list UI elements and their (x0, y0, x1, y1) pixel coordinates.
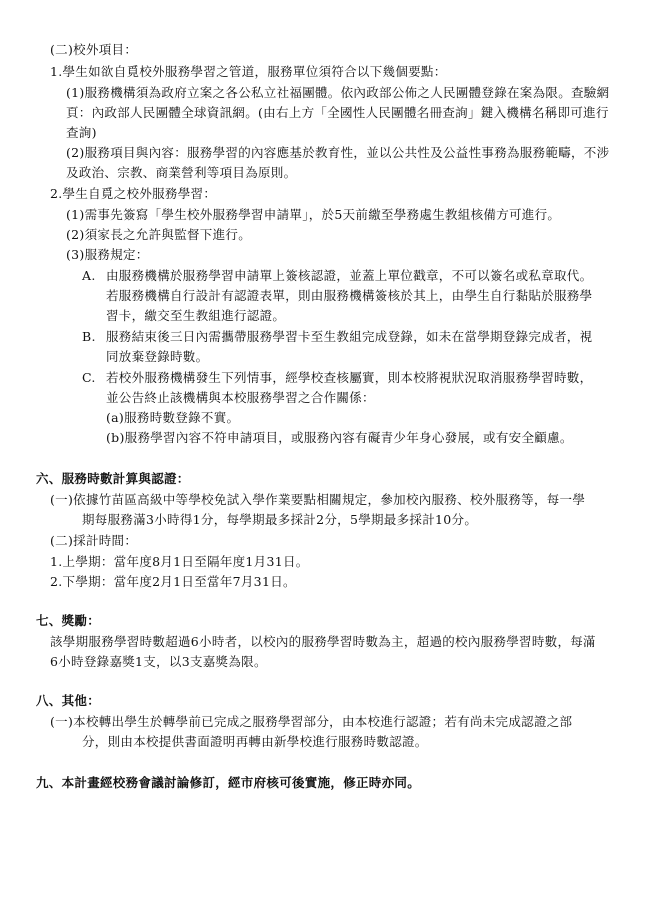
section-6-term-1: 1.上學期：當年度8月1日至隔年度1月31日。 (50, 554, 309, 569)
item-1-title: 1.學生如欲自覓校外服務學習之管道，服務單位須符合以下幾個要點： (50, 64, 447, 79)
section-8-heading: 八、其他： (36, 693, 101, 708)
item-2-sub-3: (3)服務規定： (66, 247, 149, 262)
rule-c-marker: C. (82, 370, 96, 385)
section-9-heading: 九、本計畫經校務會議討論修訂，經市府核可後實施，修正時亦同。 (36, 775, 421, 790)
rule-a-marker: A. (82, 268, 96, 283)
section-7-heading: 七、獎勵： (36, 613, 101, 628)
section-7-line-2: 6小時登錄嘉獎1支，以3支嘉獎為限。 (50, 654, 267, 669)
rule-a-line-1: 由服務機構於服務學習申請單上簽核認證，並蓋上單位戳章，不可以簽名或私章取代。 (106, 268, 593, 283)
rule-a-line-3: 習卡，繳交至生教組進行認證。 (106, 308, 286, 323)
item-1-sub-1-line-1: (1)服務機構須為政府立案之各公私立社福團體。依內政部公佈之人民團體登錄在案為限。查驗網 (66, 85, 610, 100)
section-6-para-1-line-1: (一)依據竹苗區高級中等學校免試入學作業要點相關規定，參加校內服務、校外服務等，每一學 (50, 492, 586, 507)
section-heading-off-campus: (二)校外項目： (50, 42, 138, 57)
rule-c-line-1: 若校外服務機構發生下列情事，經學校查核屬實，則本校將視狀況取消服務學習時數， (106, 370, 593, 385)
section-6-para-2: (二)採計時間： (50, 533, 138, 548)
rule-c-item-a: (a)服務時數登錄不實。 (106, 410, 240, 425)
section-8-line-1: (一)本校轉出學生於轉學前已完成之服務學習部分，由本校進行認證；若有尚未完成認證之部 (50, 714, 573, 729)
section-6-term-2: 2.下學期：當年度2月1日至當年7月31日。 (50, 574, 296, 589)
item-1-sub-2-line-1: (2)服務項目與內容：服務學習的內容應基於教育性，並以公共性及公益性事務為服務範疇，不涉 (66, 145, 610, 160)
item-1-sub-1-line-3: 查詢) (66, 125, 97, 140)
section-6-para-1-line-2: 期每服務滿3小時得1分，每學期最多採計2分，5學期最多採計10分。 (82, 512, 478, 527)
rule-c-line-2: 並公告終止該機構與本校服務學習之合作關係： (106, 390, 375, 405)
rule-b-marker: B. (82, 329, 96, 344)
item-1-sub-2-line-2: 及政治、宗教、商業營利等項目為原則。 (66, 165, 297, 180)
rule-b-line-2: 同放棄登錄時數。 (106, 349, 209, 364)
item-1-sub-1-line-2: 頁：內政部人民團體全球資訊網。(由右上方「全國性人民團體名冊查詢」鍵入機構名稱即可進行 (66, 105, 609, 120)
item-2-sub-2: (2)須家長之允許與監督下進行。 (66, 227, 252, 242)
section-6-heading: 六、服務時數計算與認證： (36, 471, 190, 486)
item-2-title: 2.學生自覓之校外服務學習： (50, 186, 217, 201)
rule-c-item-b: (b)服務學習內容不符申請項目，或服務內容有礙青少年身心發展，或有安全顧慮。 (106, 430, 573, 445)
rule-a-line-2: 若服務機構自行設計有認證表單，則由服務機構簽核於其上，由學生自行黏貼於服務學 (106, 288, 593, 303)
rule-b-line-1: 服務結束後三日內需攜帶服務學習卡至生教組完成登錄，如未在當學期登錄完成者，視 (106, 329, 593, 344)
section-7-line-1: 該學期服務學習時數超過6小時者，以校內的服務學習時數為主，超過的校內服務學習時數，每滿 (50, 634, 596, 649)
item-2-sub-1: (1)需事先簽寫「學生校外服務學習申請單」，於5天前繳至學務處生教組核備方可進行。 (66, 207, 561, 222)
section-8-line-2: 分，則由本校提供書面證明再轉由新學校進行服務時數認證。 (82, 734, 428, 749)
